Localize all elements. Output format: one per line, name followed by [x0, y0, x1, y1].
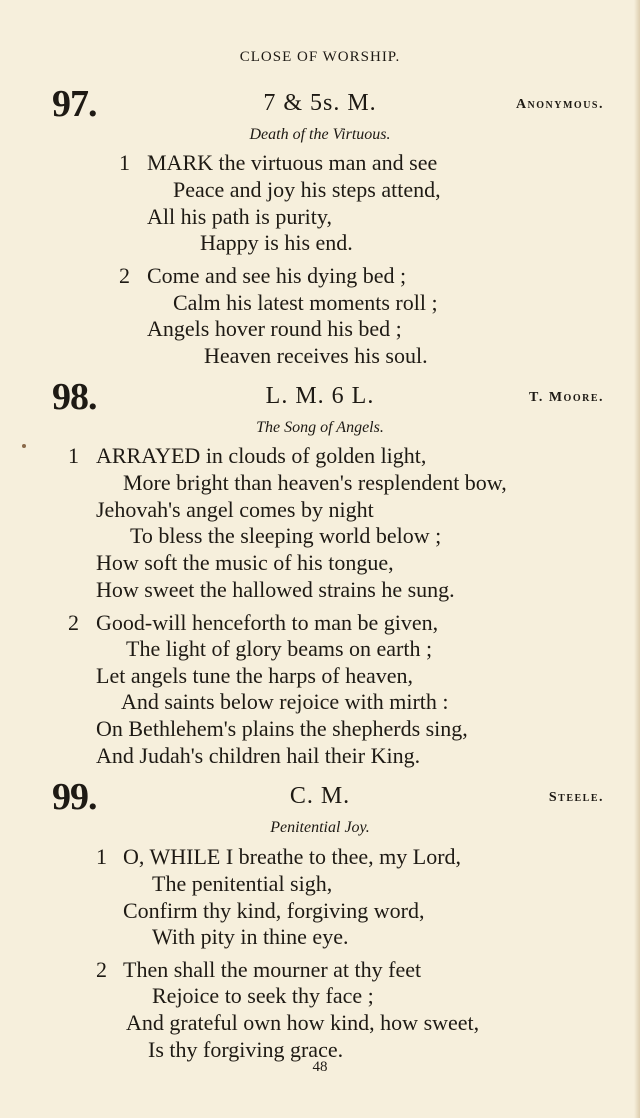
verse-line: On Bethlehem's plains the shepherds sing, [96, 716, 468, 741]
verse-line: To bless the sleeping world below ; [130, 523, 442, 548]
page-number: 48 [312, 1059, 328, 1075]
page-edge-shadow [634, 0, 640, 1118]
verse-line: With pity in thine eye. [152, 924, 349, 949]
hymn-subtitle: Death of the Virtuous. [249, 126, 391, 143]
verse-line: Heaven receives his soul. [204, 343, 428, 368]
stanza-number: 1 [68, 443, 79, 468]
verse-line: How soft the music of his tongue, [96, 550, 394, 575]
verse-line: O, WHILE I breathe to thee, my Lord, [123, 844, 462, 869]
verse-line: Jehovah's angel comes by night [96, 497, 374, 522]
verse-line: The penitential sigh, [152, 871, 333, 896]
hymn-meter: 7 & 5s. M. [263, 90, 377, 116]
verse-line: Come and see his dying bed ; [147, 263, 407, 288]
hymn-author: Anonymous. [515, 97, 604, 112]
stanza-number: 1 [96, 844, 107, 869]
stanza-number: 2 [96, 957, 107, 982]
verse-line: ARRAYED in clouds of golden light, [96, 443, 427, 468]
hymn-number: 97. [52, 83, 97, 125]
verse-line: Then shall the mourner at thy feet [123, 957, 422, 982]
verse-line: How sweet the hallowed strains he sung. [96, 577, 455, 602]
verse-line: And Judah's children hail their King. [96, 743, 421, 768]
stanza-number: 1 [119, 150, 130, 175]
hymn-author: Steele. [548, 790, 604, 805]
verse-line: Confirm thy kind, forgiving word, [123, 898, 425, 923]
verse-line: The light of glory beams on earth ; [126, 636, 433, 661]
verse-line: And saints below rejoice with mirth : [121, 689, 449, 714]
stanza-number: 2 [68, 610, 79, 635]
hymn-author: T. Moore. [529, 390, 604, 405]
verse-line: MARK the virtuous man and see [147, 150, 438, 175]
stanza-number: 2 [119, 263, 130, 288]
verse-line: Is thy forgiving grace. [148, 1037, 344, 1062]
verse-line: And grateful own how kind, how sweet, [126, 1010, 480, 1035]
running-head: CLOSE OF WORSHIP. [239, 49, 401, 65]
verse-line: Calm his latest moments roll ; [173, 290, 438, 315]
verse-line: All his path is purity, [147, 204, 332, 229]
hymn-number: 98. [52, 376, 97, 418]
verse-line: Let angels tune the harps of heaven, [96, 663, 414, 688]
verse-line: Angels hover round his bed ; [147, 316, 402, 341]
paper-speck [22, 444, 26, 448]
verse-line: Happy is his end. [200, 230, 353, 255]
hymn-number: 99. [52, 776, 97, 818]
verse-line: Rejoice to seek thy face ; [152, 983, 374, 1008]
hymn-meter: C. M. [289, 783, 351, 809]
hymn-meter: L. M. 6 L. [265, 383, 375, 409]
hymn-subtitle: The Song of Angels. [256, 419, 384, 436]
verse-line: Good-will henceforth to man be given, [96, 610, 439, 635]
verse-line: More bright than heaven's resplendent bow, [123, 470, 507, 495]
hymn-subtitle: Penitential Joy. [270, 819, 370, 836]
verse-line: Peace and joy his steps attend, [173, 177, 441, 202]
